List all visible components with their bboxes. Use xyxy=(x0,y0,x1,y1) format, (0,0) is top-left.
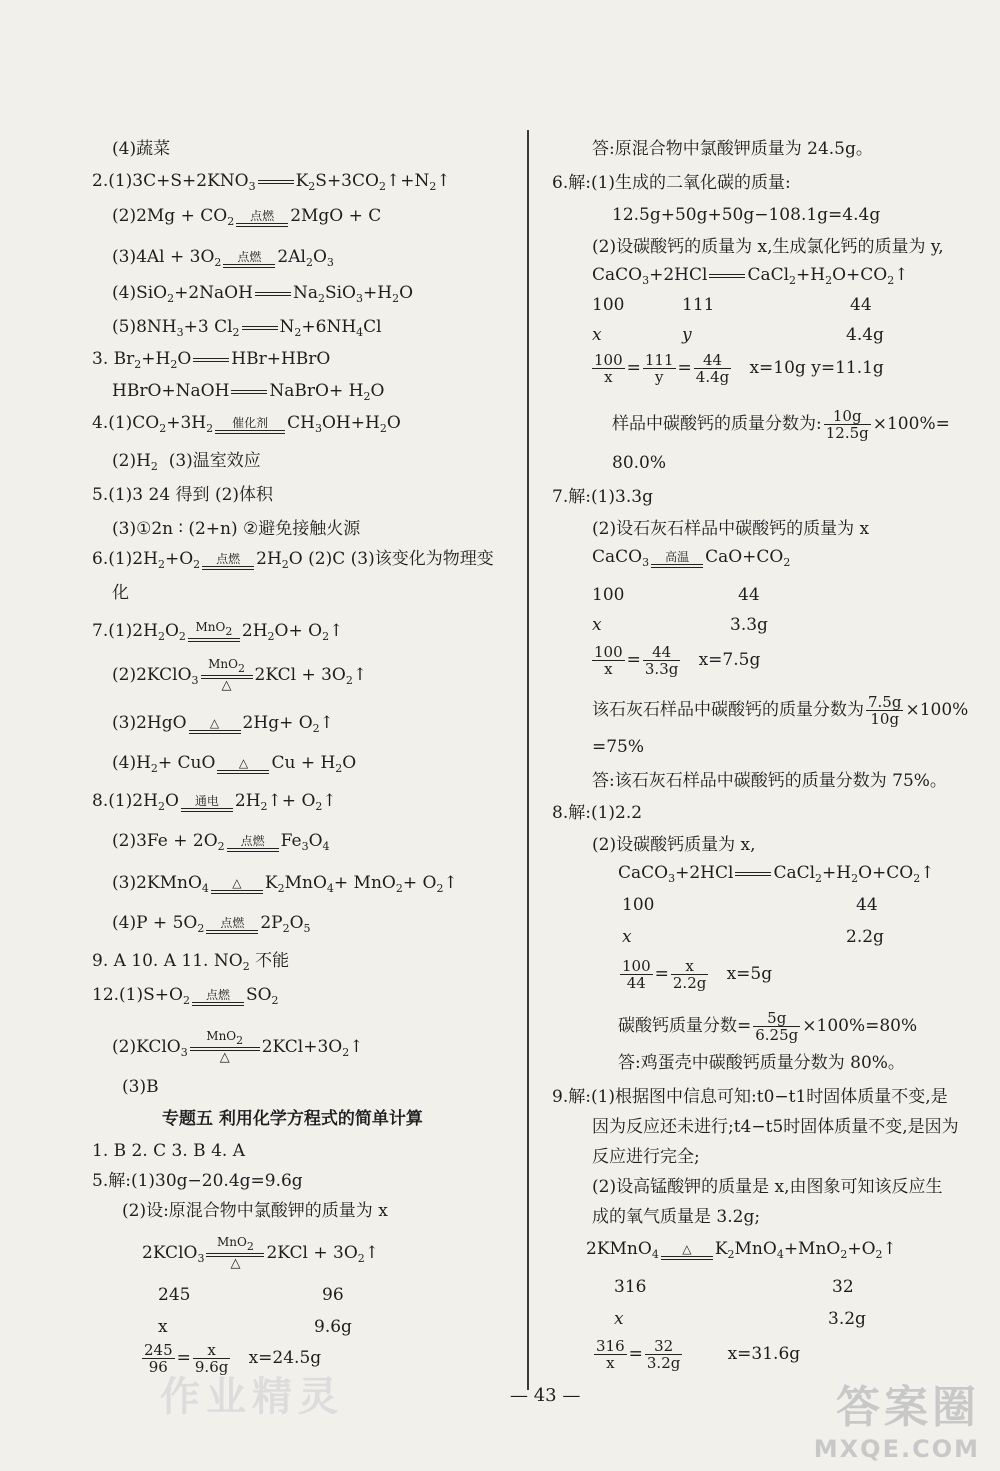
text-line: 化 xyxy=(112,583,129,603)
text-line: 100 xyxy=(622,895,655,915)
text-line: 12.5g+50g+50g−108.1g=4.4g xyxy=(612,205,881,225)
equation-line: $2.(1)3C+S+2KNO_3$ $K_2S+3CO_2↑+N_2↑$ xyxy=(92,171,451,193)
text-line: =75% xyxy=(592,737,645,757)
equation-line: $6.(1)2H_2+O_2$ 点燃 $2H_2O$ (2)C (3)该变化为物理变 xyxy=(92,549,494,571)
fraction-line: $\frac{100}{x}$ = $\frac{111}{y}$ = $\frac{44}{4.4g}$ x=10g y=11.1g xyxy=(594,351,884,386)
text-line: 316 xyxy=(614,1277,647,1297)
text-line: 2.2g xyxy=(846,927,884,947)
text-line: (2)设石灰石样品中碳酸钙的质量为 x xyxy=(592,519,870,539)
right-column xyxy=(530,0,1000,1400)
equation-line: (4)SiO$_2$+2NaOH $Na_2SiO_3+H_2O$ xyxy=(112,283,414,305)
text-line: x xyxy=(592,325,602,345)
text-line: x xyxy=(622,927,632,947)
text-line: 9. A 10. A 11. $NO_2$ 不能 xyxy=(92,951,290,973)
text-line: 96 xyxy=(322,1285,344,1305)
left-column xyxy=(0,0,525,1400)
equation-line: CaCO$_3$+2HCl $CaCl_2+H_2O+CO_2↑$ xyxy=(592,265,909,287)
watermark: 答案圈 MXQE.COM xyxy=(813,1382,980,1463)
text-line: x xyxy=(592,615,602,635)
equation-line: CaCO$_3$+2HCl $CaCl_2+H_2O+CO_2↑$ xyxy=(618,863,935,885)
text-line: 答:鸡蛋壳中碳酸钙质量分数为 80%。 xyxy=(618,1053,905,1073)
text-line: 44 xyxy=(738,585,760,605)
equation-line: $(5)8NH_3+3$ $Cl_2$ $N_2+6NH_4Cl$ xyxy=(112,317,382,339)
fraction-line: $\frac{100}{44}$ = $\frac{x}{2.2g}$ x=5g xyxy=(622,957,773,992)
text-line: 5.解:(1)30g−20.4g=9.6g xyxy=(92,1171,303,1191)
text-line: (2)设高锰酸钾的质量是 x,由图象可知该反应生 xyxy=(592,1177,943,1197)
text-line: y xyxy=(682,325,692,345)
equation-line: $8.(1)2H_2O$ 通电 $2H_2↑+$ $O_2↑$ xyxy=(92,791,337,813)
equation-line: $12.(1)S+O_2$ 点燃 $SO_2$ xyxy=(92,985,279,1007)
fraction-line: $\frac{316}{x}$ = $\frac{32}{3.2g}$ x=31.6g xyxy=(596,1337,801,1372)
equation-line: $7.(1)2H_2O_2$ MnO2 $2H_2O+$ $O_2↑$ xyxy=(92,620,344,643)
text-line: 4.4g xyxy=(846,325,884,345)
text-line: 32 xyxy=(832,1277,854,1297)
text-line: 9.6g xyxy=(314,1317,352,1337)
text-line: 答:该石灰石样品中碳酸钙的质量分数为 75%。 xyxy=(592,771,947,791)
equation-line: $(4)H_2+$ CuO △ $Cu + H_2O$ xyxy=(112,753,357,775)
text-line: 111 xyxy=(682,295,715,315)
text-line: x xyxy=(158,1317,168,1337)
text-line: (2)设:原混合物中氯酸钾的质量为 x xyxy=(122,1201,388,1221)
text-line: 9.解:(1)根据图中信息可知:t0−t1时固体质量不变,是 xyxy=(552,1087,948,1107)
equation-line: $(4)P + 5O_2$ 点燃 $2P_2O_5$ xyxy=(112,913,311,935)
equation-line: 3. $Br_2+H_2O$ HBr+HBrO xyxy=(92,349,331,371)
text-line: (3)B xyxy=(122,1077,159,1097)
text-line: 3.2g xyxy=(828,1309,866,1329)
fraction-line: $\frac{245}{96}$ = $\frac{x}{9.6g}$ x=24.5g xyxy=(144,1341,322,1376)
fraction-line: 碳酸钙质量分数= $\frac{5g}{6.25g}$ ×100%=80% xyxy=(618,1009,918,1044)
text-line: 1. B 2. C 3. B 4. A xyxy=(92,1141,245,1161)
watermark-side: 作业精灵 xyxy=(160,1373,344,1420)
text-line: 44 xyxy=(856,895,878,915)
text-line: 44 xyxy=(850,295,872,315)
text-line: (2)设碳酸钙质量为 x, xyxy=(592,835,756,855)
equation-line: (3)2HgO △ $2Hg+ O_2↑$ xyxy=(112,713,334,735)
text-line: 答:原混合物中氯酸钾质量为 24.5g。 xyxy=(592,139,873,159)
equation-line: $4.(1)CO_2+3H_2$ 催化剂 $CH_3OH+H_2O$ xyxy=(92,413,401,435)
section-heading: 专题五 利用化学方程式的简单计算 xyxy=(162,1109,423,1129)
equation-line: $(2)2Mg + CO_2$ 点燃 2MgO + C xyxy=(112,206,382,228)
text-line: 80.0% xyxy=(612,453,667,473)
text-line: (2)设碳酸钙的质量为 x,生成氯化钙的质量为 y, xyxy=(592,237,944,257)
text-line: 成的氧气质量是 3.2g; xyxy=(592,1207,761,1227)
text-line: 反应进行完全; xyxy=(592,1147,700,1167)
equation-line: $(2)3Fe + 2O_2$ 点燃 $Fe_3O_4$ xyxy=(112,831,330,853)
equation-line: (3)2KMnO$_4$ △ $K_2MnO_4+ MnO_2+$ $O_2↑$ xyxy=(112,873,458,895)
text-line: 7.解:(1)3.3g xyxy=(552,487,653,507)
text-line: (4)蔬菜 xyxy=(112,139,171,159)
equation-line: CaCO$_3$ 高温 $CaO+CO_2$ xyxy=(592,547,791,569)
equation-line: 2KClO$_3$ MnO2 △ $2KCl + 3O_2↑$ xyxy=(142,1235,380,1271)
text-line: (3)①2n ∶ (2+n) ②避免接触火源 xyxy=(112,519,361,539)
fraction-line: 样品中碳酸钙的质量分数为: $\frac{10g}{12.5g}$ ×100%= xyxy=(612,407,950,442)
fraction-line: $\frac{100}{x}$ = $\frac{44}{3.3g}$ x=7.5g xyxy=(594,643,761,678)
text-line: 100 xyxy=(592,295,625,315)
fraction-line: 该石灰石样品中碳酸钙的质量分数为 $\frac{7.5g}{10g}$ ×100% xyxy=(592,693,969,728)
text-line: 8.解:(1)2.2 xyxy=(552,803,643,823)
equation-line: (2)KClO$_3$ MnO2 △ $2KCl+3O_2↑$ xyxy=(112,1029,364,1065)
text-line: 3.3g xyxy=(730,615,768,635)
text-line: x xyxy=(614,1309,624,1329)
equation-line: HBrO+NaOH NaBrO+ $H_2O$ xyxy=(112,381,385,403)
text-line: 245 xyxy=(158,1285,191,1305)
equation-line: $(3)4Al + 3O_2$ 点燃 $2Al_2O_3$ xyxy=(112,247,334,269)
page-number: — 43 — xyxy=(510,1385,580,1406)
text-line: 5.(1)3 24 得到 (2)体积 xyxy=(92,485,274,505)
text-line: $(2)H_2$ (3)温室效应 xyxy=(112,451,261,473)
text-line: 因为反应还未进行;t4−t5时固体质量不变,是因为 xyxy=(592,1117,959,1137)
text-line: 6.解:(1)生成的二氧化碳的质量: xyxy=(552,173,791,193)
equation-line: 2KMnO$_4$ △ $K_2MnO_4+MnO_2+O_2↑$ xyxy=(586,1239,897,1261)
column-divider xyxy=(527,130,529,1390)
text-line: 100 xyxy=(592,585,625,605)
equation-line: (2)2KClO$_3$ MnO2 △ $2KCl + 3O_2↑$ xyxy=(112,657,368,693)
